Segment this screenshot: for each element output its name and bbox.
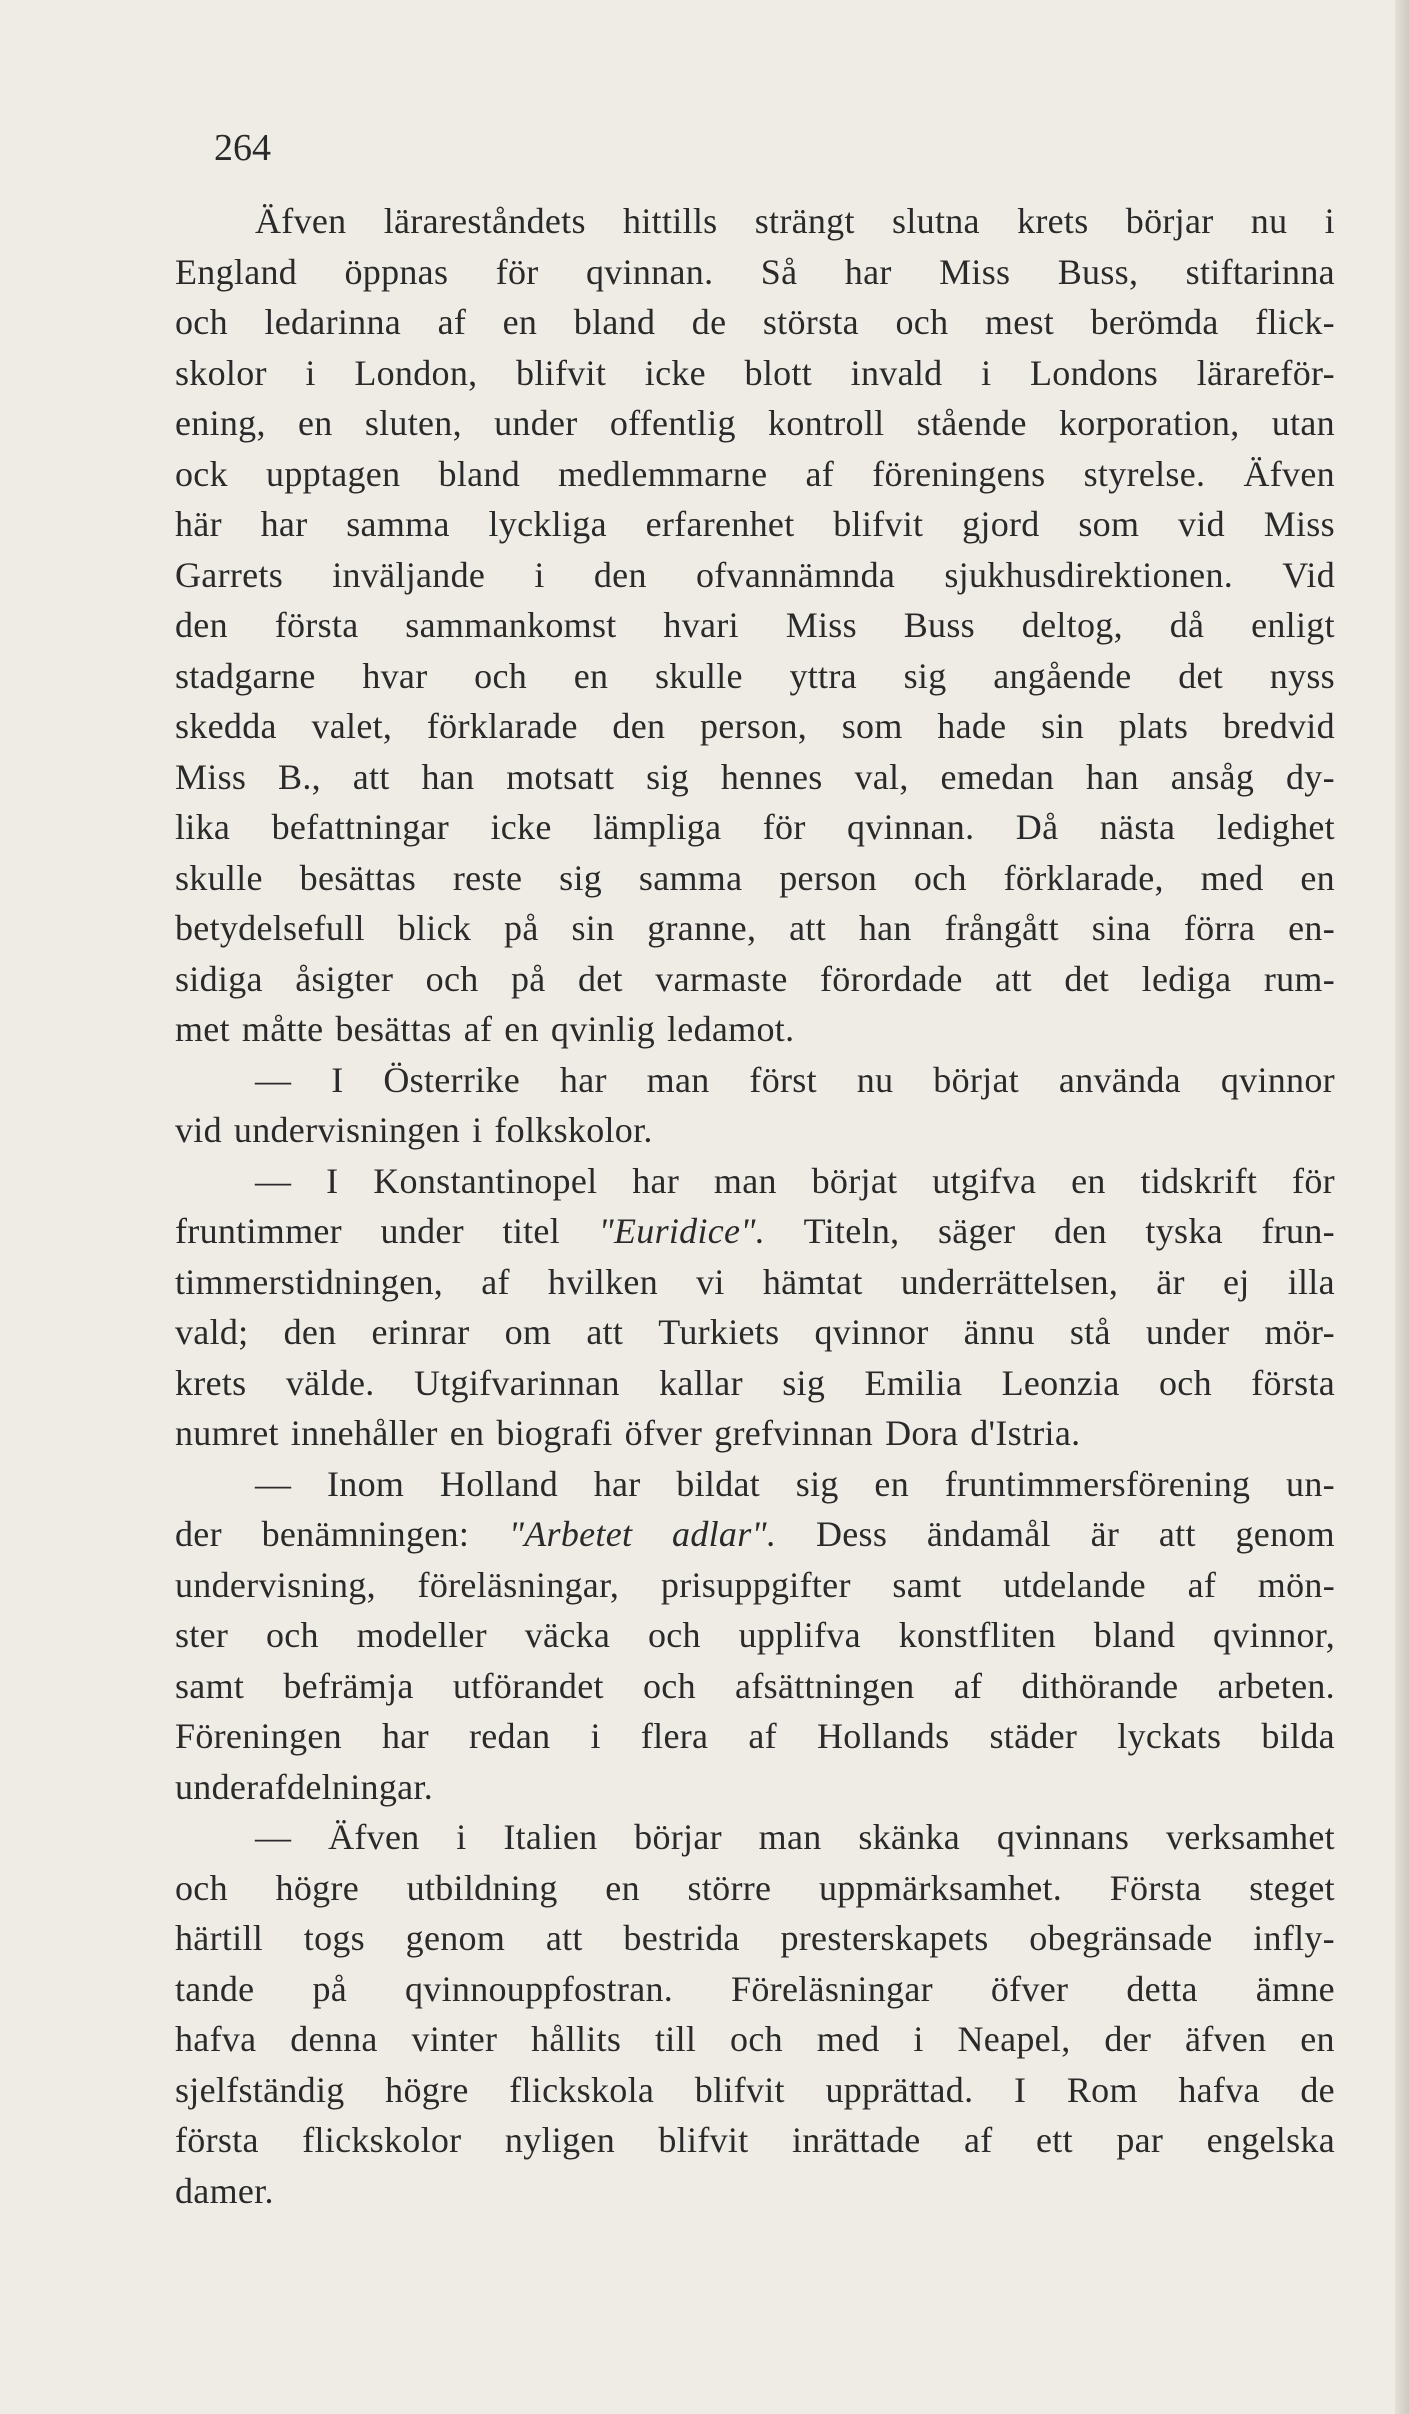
text-line: skolor i London, blifvit icke blott invald i Londons lärareför-: [175, 352, 1335, 393]
text-line: vid undervisningen i folkskolor.: [175, 1110, 653, 1150]
text-line: här har samma lyckliga erfarenhet blifvit gjord som vid Miss: [175, 504, 1335, 544]
text-line: skedda valet, förklarade den person, som hade sin plats bredvid: [175, 706, 1335, 746]
text-line: och högre utbildning en större uppmärksamhet. Första steget: [175, 1867, 1335, 1908]
text-line: stadgarne hvar och en skulle yttra sig angående det nyss: [175, 655, 1335, 696]
text-line: Miss B., att han motsatt sig hennes val, emedan han ansåg dy-: [175, 756, 1335, 797]
text-line: Föreningen har redan i flera af Hollands städer lyckats bilda: [175, 1716, 1335, 1756]
page-number: 264: [214, 127, 271, 169]
text-line: — Äfven i Italien börjar man skänka qvinnans verksamhet: [255, 1817, 1335, 1857]
text-line: den första sammankomst hvari Miss Buss deltog, då enligt: [175, 605, 1335, 645]
text-line: vald; den erinrar om att Turkiets qvinnor ännu stå under mör-: [175, 1312, 1335, 1352]
text-line: och ledarinna af en bland de största och mest berömda flick-: [175, 302, 1335, 342]
text-line: tande på qvinnouppfostran. Föreläsningar öfver detta ämne: [175, 1968, 1335, 2009]
body-text: [175, 196, 1335, 2216]
text-line: underafdelningar.: [175, 1766, 433, 1807]
text-line: ster och modeller väcka och upplifva konstfliten bland qvinnor,: [175, 1615, 1335, 1655]
text-line: första flickskolor nyligen blifvit inrättade af ett par engelska: [175, 2120, 1335, 2160]
text-line: ock upptagen bland medlemmarne af föreningens styrelse. Äfven: [175, 453, 1335, 494]
text-line: härtill togs genom att bestrida presterskapets obegränsade infly-: [175, 1918, 1335, 1958]
text-line: numret innehåller en biografi öfver grefvinnan Dora d'Istria.: [175, 1413, 1081, 1453]
text-line: ening, en sluten, under offentlig kontroll stående korporation, utan: [175, 403, 1335, 443]
text-line: der benämningen: "Arbetet adlar". Dess ändamål är att genom: [175, 1514, 1335, 1554]
text-line: — I Österrike har man först nu börjat använda qvinnor: [255, 1059, 1335, 1100]
text-line: met måtte besättas af en qvinlig ledamot.: [175, 1009, 795, 1049]
text-line: damer.: [175, 2170, 274, 2211]
text-line: betydelsefull blick på sin granne, att han frångått sina förra en-: [175, 908, 1335, 948]
text-line: skulle besättas reste sig samma person och förklarade, med en: [175, 857, 1335, 898]
text-line: undervisning, föreläsningar, prisuppgifter samt utdelande af mön-: [175, 1564, 1335, 1605]
text-line: Garrets inväljande i den ofvannämnda sjukhusdirektionen. Vid: [175, 554, 1335, 595]
text-line: krets välde. Utgifvarinnan kallar sig Emilia Leonzia och första: [175, 1362, 1335, 1403]
text-line: samt befrämja utförandet och afsättningen af dithörande arbeten.: [175, 1665, 1335, 1706]
text-line: — I Konstantinopel har man börjat utgifva en tidskrift för: [255, 1160, 1335, 1201]
page-edge: [1395, 0, 1409, 2414]
text-line: — Inom Holland har bildat sig en fruntimmersförening un-: [255, 1463, 1335, 1504]
text-line: Äfven lärareståndets hittills strängt slutna krets börjar nu i: [255, 201, 1335, 241]
text-line: England öppnas för qvinnan. Så har Miss Buss, stiftarinna: [175, 251, 1335, 292]
text-line: hafva denna vinter hållits till och med i Neapel, der äfven en: [175, 2019, 1335, 2059]
text-line: lika befattningar icke lämpliga för qvinnan. Då nästa ledighet: [175, 807, 1335, 847]
text-line: fruntimmer under titel "Euridice". Titeln, säger den tyska frun-: [175, 1211, 1335, 1251]
text-line: timmerstidningen, af hvilken vi hämtat underrättelsen, är ej illa: [175, 1261, 1335, 1302]
text-line: sjelfständig högre flickskola blifvit upprättad. I Rom hafva de: [175, 2069, 1335, 2110]
text-line: sidiga åsigter och på det varmaste förordade att det lediga rum-: [175, 958, 1335, 999]
